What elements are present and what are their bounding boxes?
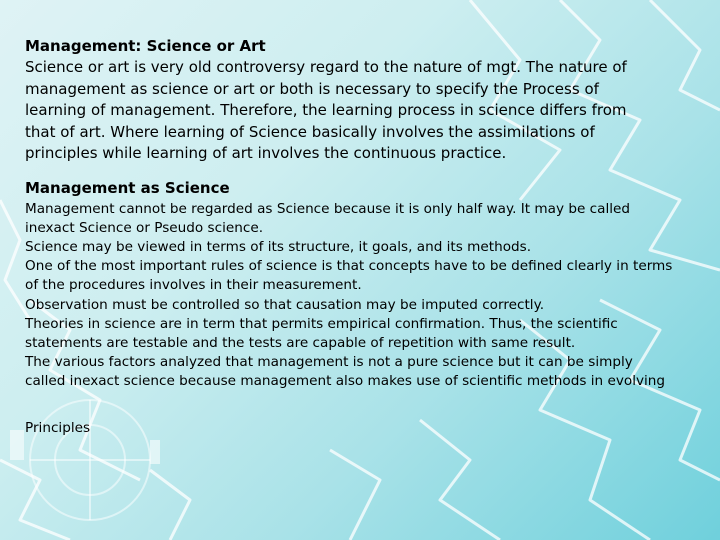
body-line: The various factors analyzed that management is not a pure science but it can be simply bbox=[25, 354, 633, 371]
body-line: statements are testable and the tests are capable of repetition with same result. bbox=[25, 334, 576, 351]
intro-line: management as science or art or both is necessary to specify the Process of bbox=[25, 79, 599, 98]
body-line: Science may be viewed in terms of its structure, it goals, and its methods. bbox=[25, 238, 532, 255]
body-line: Observation must be controlled so that causation may be imputed correctly. bbox=[25, 296, 545, 313]
body-line: Theories in science are in term that permits empirical confirmation. Thus, the scientific bbox=[25, 315, 618, 332]
principles-label: Principles bbox=[25, 419, 91, 436]
science-body-text bbox=[25, 200, 695, 392]
intro-line: Science or art is very old controversy regard to the nature of mgt. The nature of bbox=[25, 58, 627, 76]
section-title-science-or-art: Management: Science or Art bbox=[25, 37, 266, 55]
body-line: inexact Science or Pseudo science. bbox=[25, 219, 264, 236]
intro-paragraph bbox=[25, 57, 695, 165]
body-line: Management cannot be regarded as Science because it is only half way. It may be called bbox=[25, 200, 630, 217]
intro-line: that of art. Where learning of Science basically involves the assimilations of bbox=[25, 122, 595, 141]
slide-content bbox=[25, 36, 695, 438]
section-title-management-as-science: Management as Science bbox=[25, 178, 230, 197]
body-line: of the procedures involves in their measurement. bbox=[25, 277, 362, 294]
body-line: One of the most important rules of science is that concepts have to be defined clearly in terms bbox=[25, 258, 673, 275]
intro-line: learning of management. Therefore, the learning process in science differs from bbox=[25, 101, 627, 119]
body-line: called inexact science because management also makes use of scientific methods in evolving bbox=[25, 373, 666, 390]
intro-line: principles while learning of art involves the continuous practice. bbox=[25, 144, 507, 162]
